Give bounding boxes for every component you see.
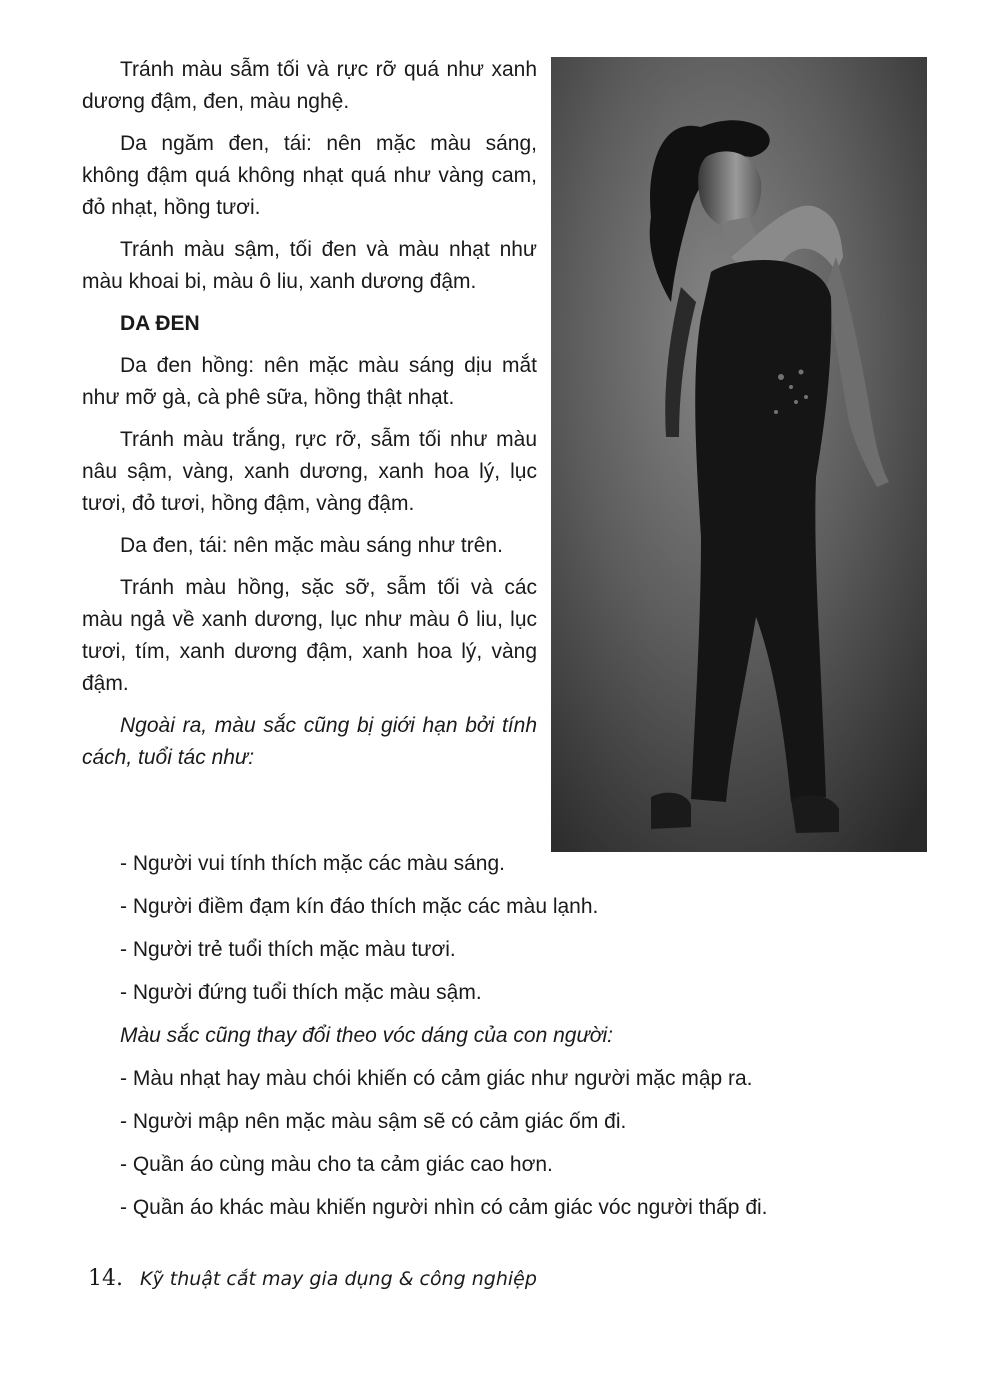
list-item: - Người mập nên mặc màu sậm sẽ có cảm giác ốm đi. [120,1110,627,1133]
list-item: - Người đứng tuổi thích mặc màu sậm. [120,981,482,1004]
paragraph: Da ngăm đen, tái: nên mặc màu sáng, không đậm quá không nhạt quá như vàng cam, đỏ nhạt, hồng tươi. [82,132,537,219]
section-heading: DA ĐEN [120,312,200,335]
paragraph: Da đen, tái: nên mặc màu sáng như trên. [120,534,503,557]
list-item: - Quần áo khác màu khiến người nhìn có cảm giác vóc người thấp đi. [120,1196,768,1219]
bottom-text [82,848,882,1235]
paragraph: Da đen hồng: nên mặc màu sáng dịu mắt như mỡ gà, cà phê sữa, hồng thật nhạt. [82,354,537,409]
list-item: - Màu nhạt hay màu chói khiến có cảm giác như người mặc mập ra. [120,1067,753,1090]
paragraph: Tránh màu sẫm tối và rực rỡ quá như xanh dương đậm, đen, màu nghệ. [82,58,537,113]
paragraph: Tránh màu trắng, rực rỡ, sẫm tối như màu nâu sậm, vàng, xanh dương, xanh hoa lý, lục tươi, đỏ tươi, hồng đậm, vàng đậm. [82,428,537,515]
page-footer [88,1266,537,1291]
italic-paragraph: Màu sắc cũng thay đổi theo vóc dáng của con người: [120,1024,613,1047]
text-column [82,54,537,784]
list-item: - Người điềm đạm kín đáo thích mặc các màu lạnh. [120,895,599,918]
book-title: Kỹ thuật cắt may gia dụng & công nghiệp [140,1268,537,1290]
list-item: - Người vui tính thích mặc các màu sáng. [120,852,505,875]
model-photo [551,57,927,852]
paragraph: Tránh màu hồng, sặc sỡ, sẫm tối và các màu ngả về xanh dương, lục như màu ô liu, lục tươi, tím, xanh dương đậm, xanh hoa lý, vàng đậm. [82,576,537,695]
list-item: - Quần áo cùng màu cho ta cảm giác cao hơn. [120,1153,553,1176]
paragraph: Tránh màu sậm, tối đen và màu nhạt như màu khoai bi, màu ô liu, xanh dương đậm. [82,238,537,293]
list-item: - Người trẻ tuổi thích mặc màu tươi. [120,938,456,961]
page-number: 14. [88,1266,123,1291]
italic-paragraph: Ngoài ra, màu sắc cũng bị giới hạn bởi tính cách, tuổi tác như: [82,714,537,769]
woman-in-black-dress-illustration [551,57,927,852]
